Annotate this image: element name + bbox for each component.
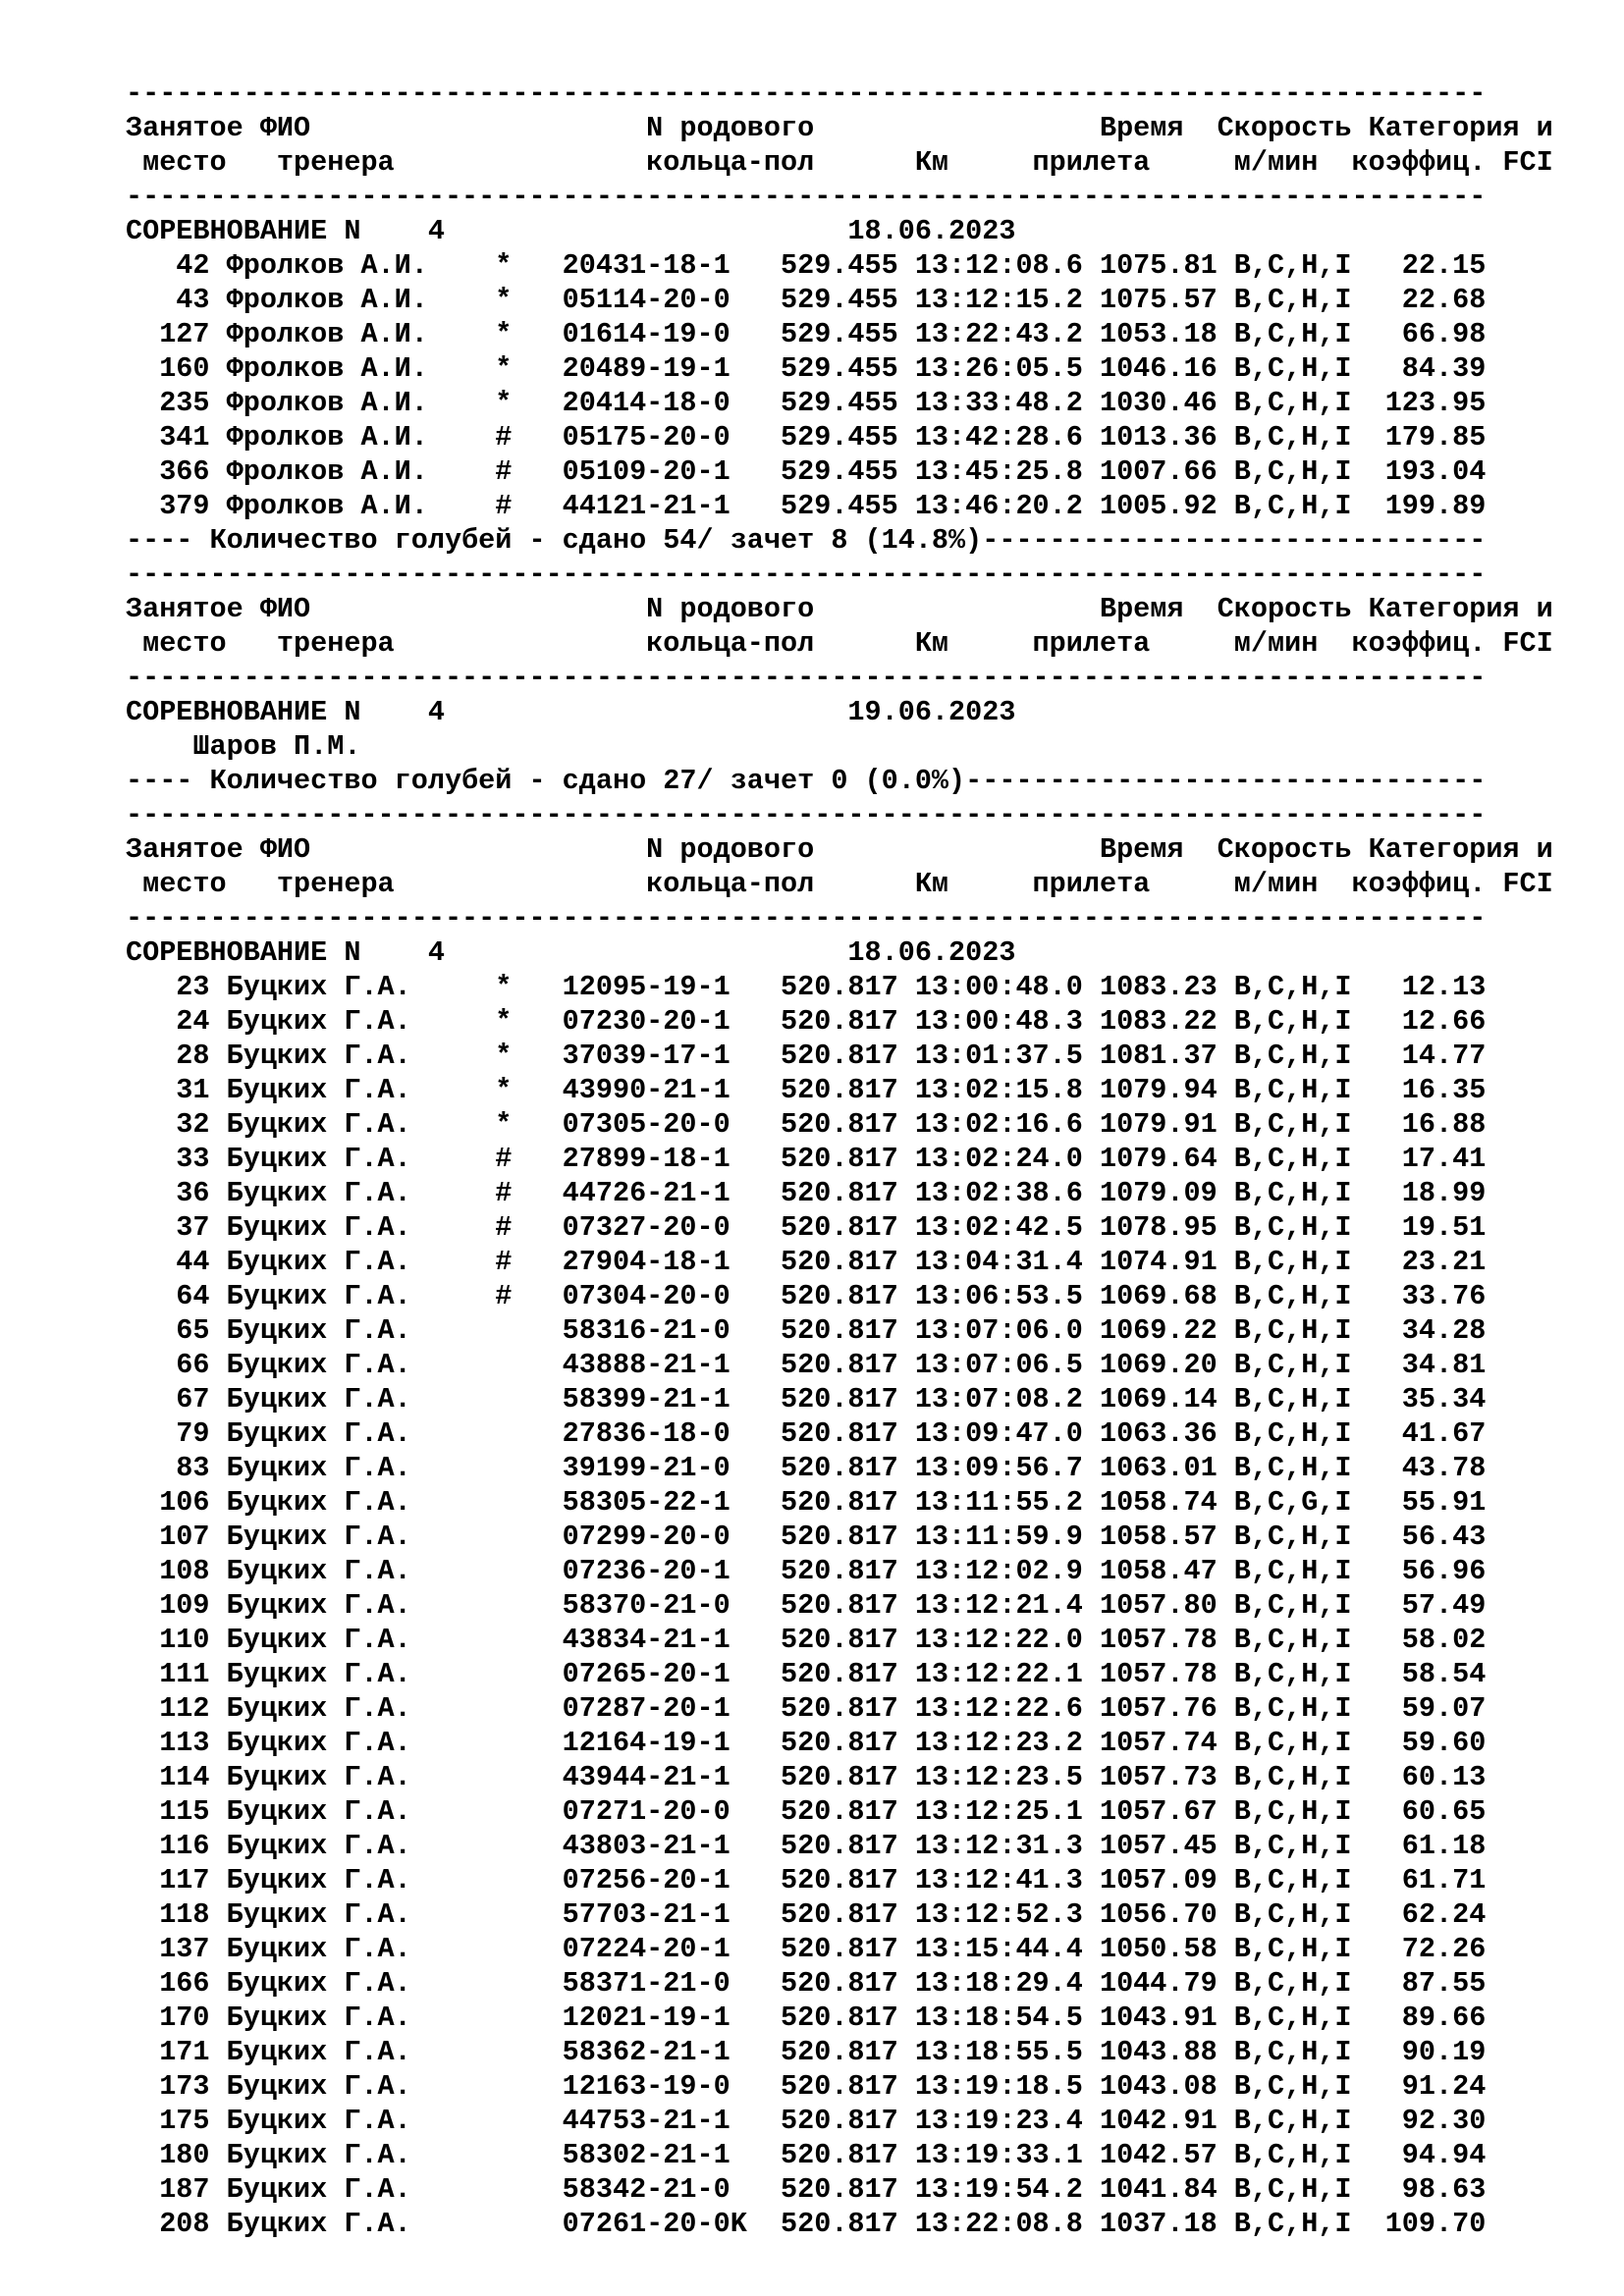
- summary-line: ---- Количество голубей - сдано 27/ зачет 0 (0.0%)-------------------------------: [126, 765, 1487, 797]
- result-row: 180 Буцких Г.А. 58302-21-1 520.817 13:19:33.1 1042.57 B,C,H,I 94.94: [126, 2139, 1487, 2171]
- result-row: 43 Фролков А.И. * 05114-20-0 529.455 13:12:15.2 1075.57 B,C,H,I 22.68: [126, 284, 1487, 316]
- result-row: 23 Буцких Г.А. * 12095-19-1 520.817 13:00:48.0 1083.23 B,C,H,I 12.13: [126, 971, 1487, 1003]
- result-row: 108 Буцких Г.А. 07236-20-1 520.817 13:12:02.9 1058.47 B,C,H,I 56.96: [126, 1555, 1487, 1587]
- table-header-line-1: Занятое ФИО N родового Время Скорость Категория и: [126, 833, 1553, 866]
- separator-line: ---------------------------------------------------------------------------------: [126, 181, 1487, 213]
- competition-heading: СОРЕВНОВАНИЕ N 4 19.06.2023: [126, 696, 1016, 728]
- result-row: 42 Фролков А.И. * 20431-18-1 529.455 13:12:08.6 1075.81 B,C,H,I 22.15: [126, 249, 1487, 282]
- result-row: 28 Буцких Г.А. * 37039-17-1 520.817 13:01:37.5 1081.37 B,C,H,I 14.77: [126, 1040, 1487, 1072]
- result-row: 127 Фролков А.И. * 01614-19-0 529.455 13:22:43.2 1053.18 B,C,H,I 66.98: [126, 318, 1487, 350]
- competition-heading: СОРЕВНОВАНИЕ N 4 18.06.2023: [126, 936, 1016, 969]
- result-row: 37 Буцких Г.А. # 07327-20-0 520.817 13:02:42.5 1078.95 B,C,H,I 19.51: [126, 1211, 1487, 1244]
- result-row: 235 Фролков А.И. * 20414-18-0 529.455 13:33:48.2 1030.46 B,C,H,I 123.95: [126, 387, 1487, 419]
- summary-line: ---- Количество голубей - сдано 54/ зачет 8 (14.8%)------------------------------: [126, 524, 1487, 557]
- separator-line: ---------------------------------------------------------------------------------: [126, 662, 1487, 694]
- result-row: 118 Буцких Г.А. 57703-21-1 520.817 13:12:52.3 1056.70 B,C,H,I 62.24: [126, 1898, 1487, 1931]
- result-row: 115 Буцких Г.А. 07271-20-0 520.817 13:12:25.1 1057.67 B,C,H,I 60.65: [126, 1795, 1487, 1828]
- result-row: 112 Буцких Г.А. 07287-20-1 520.817 13:12:22.6 1057.76 B,C,H,I 59.07: [126, 1692, 1487, 1725]
- result-row: 83 Буцких Г.А. 39199-21-0 520.817 13:09:56.7 1063.01 B,C,H,I 43.78: [126, 1452, 1487, 1484]
- result-row: 33 Буцких Г.А. # 27899-18-1 520.817 13:02:24.0 1079.64 B,C,H,I 17.41: [126, 1143, 1487, 1175]
- result-row: 66 Буцких Г.А. 43888-21-1 520.817 13:07:06.5 1069.20 B,C,H,I 34.81: [126, 1349, 1487, 1381]
- result-row: 175 Буцких Г.А. 44753-21-1 520.817 13:19:23.4 1042.91 B,C,H,I 92.30: [126, 2105, 1487, 2137]
- table-header-line-1: Занятое ФИО N родового Время Скорость Категория и: [126, 112, 1553, 144]
- result-row: 64 Буцких Г.А. # 07304-20-0 520.817 13:06:53.5 1069.68 B,C,H,I 33.76: [126, 1280, 1487, 1312]
- result-row: 116 Буцких Г.А. 43803-21-1 520.817 13:12:31.3 1057.45 B,C,H,I 61.18: [126, 1830, 1487, 1862]
- table-header-line-2: место тренера кольца-пол Км прилета м/мин коэффиц. FCI: [126, 146, 1553, 179]
- table-header-line-1: Занятое ФИО N родового Время Скорость Категория и: [126, 593, 1553, 625]
- result-row: 208 Буцких Г.А. 07261-20-0K 520.817 13:22:08.8 1037.18 B,C,H,I 109.70: [126, 2208, 1487, 2240]
- result-row: 111 Буцких Г.А. 07265-20-1 520.817 13:12:22.1 1057.78 B,C,H,I 58.54: [126, 1658, 1487, 1690]
- results-document: [126, 77, 1553, 2241]
- result-row: 44 Буцких Г.А. # 27904-18-1 520.817 13:04:31.4 1074.91 B,C,H,I 23.21: [126, 1246, 1487, 1278]
- result-row: 31 Буцких Г.А. * 43990-21-1 520.817 13:02:15.8 1079.94 B,C,H,I 16.35: [126, 1074, 1487, 1106]
- result-row: 173 Буцких Г.А. 12163-19-0 520.817 13:19:18.5 1043.08 B,C,H,I 91.24: [126, 2070, 1487, 2103]
- result-row: 65 Буцких Г.А. 58316-21-0 520.817 13:07:06.0 1069.22 B,C,H,I 34.28: [126, 1314, 1487, 1347]
- table-header-line-2: место тренера кольца-пол Км прилета м/мин коэффиц. FCI: [126, 627, 1553, 660]
- result-row: 379 Фролков А.И. # 44121-21-1 529.455 13:46:20.2 1005.92 B,C,H,I 199.89: [126, 490, 1487, 522]
- result-row: 109 Буцких Г.А. 58370-21-0 520.817 13:12:21.4 1057.80 B,C,H,I 57.49: [126, 1589, 1487, 1622]
- separator-line: ---------------------------------------------------------------------------------: [126, 78, 1487, 110]
- result-row: 366 Фролков А.И. # 05109-20-1 529.455 13:45:25.8 1007.66 B,C,H,I 193.04: [126, 455, 1487, 488]
- result-row: 117 Буцких Г.А. 07256-20-1 520.817 13:12:41.3 1057.09 B,C,H,I 61.71: [126, 1864, 1487, 1896]
- result-row: 79 Буцких Г.А. 27836-18-0 520.817 13:09:47.0 1063.36 B,C,H,I 41.67: [126, 1417, 1487, 1450]
- result-row: 32 Буцких Г.А. * 07305-20-0 520.817 13:02:16.6 1079.91 B,C,H,I 16.88: [126, 1108, 1487, 1141]
- result-row: 110 Буцких Г.А. 43834-21-1 520.817 13:12:22.0 1057.78 B,C,H,I 58.02: [126, 1624, 1487, 1656]
- result-row: 24 Буцких Г.А. * 07230-20-1 520.817 13:00:48.3 1083.22 B,C,H,I 12.66: [126, 1005, 1487, 1038]
- trainer-name: Шаров П.М.: [126, 730, 361, 763]
- result-row: 341 Фролков А.И. # 05175-20-0 529.455 13:42:28.6 1013.36 B,C,H,I 179.85: [126, 421, 1487, 454]
- result-row: 171 Буцких Г.А. 58362-21-1 520.817 13:18:55.5 1043.88 B,C,H,I 90.19: [126, 2036, 1487, 2068]
- result-row: 114 Буцких Г.А. 43944-21-1 520.817 13:12:23.5 1057.73 B,C,H,I 60.13: [126, 1761, 1487, 1793]
- separator-line: ---------------------------------------------------------------------------------: [126, 902, 1487, 934]
- competition-heading: СОРЕВНОВАНИЕ N 4 18.06.2023: [126, 215, 1016, 247]
- result-row: 67 Буцких Г.А. 58399-21-1 520.817 13:07:08.2 1069.14 B,C,H,I 35.34: [126, 1383, 1487, 1415]
- separator-line: ---------------------------------------------------------------------------------: [126, 559, 1487, 591]
- result-row: 137 Буцких Г.А. 07224-20-1 520.817 13:15:44.4 1050.58 B,C,H,I 72.26: [126, 1933, 1487, 1965]
- result-row: 187 Буцких Г.А. 58342-21-0 520.817 13:19:54.2 1041.84 B,C,H,I 98.63: [126, 2173, 1487, 2206]
- table-header-line-2: место тренера кольца-пол Км прилета м/мин коэффиц. FCI: [126, 868, 1553, 900]
- result-row: 107 Буцких Г.А. 07299-20-0 520.817 13:11:59.9 1058.57 B,C,H,I 56.43: [126, 1521, 1487, 1553]
- result-row: 36 Буцких Г.А. # 44726-21-1 520.817 13:02:38.6 1079.09 B,C,H,I 18.99: [126, 1177, 1487, 1209]
- result-row: 166 Буцких Г.А. 58371-21-0 520.817 13:18:29.4 1044.79 B,C,H,I 87.55: [126, 1967, 1487, 2000]
- separator-line: ---------------------------------------------------------------------------------: [126, 799, 1487, 831]
- result-row: 113 Буцких Г.А. 12164-19-1 520.817 13:12:23.2 1057.74 B,C,H,I 59.60: [126, 1727, 1487, 1759]
- result-row: 170 Буцких Г.А. 12021-19-1 520.817 13:18:54.5 1043.91 B,C,H,I 89.66: [126, 2002, 1487, 2034]
- result-row: 106 Буцких Г.А. 58305-22-1 520.817 13:11:55.2 1058.74 B,C,G,I 55.91: [126, 1486, 1487, 1519]
- result-row: 160 Фролков А.И. * 20489-19-1 529.455 13:26:05.5 1046.16 B,C,H,I 84.39: [126, 352, 1487, 385]
